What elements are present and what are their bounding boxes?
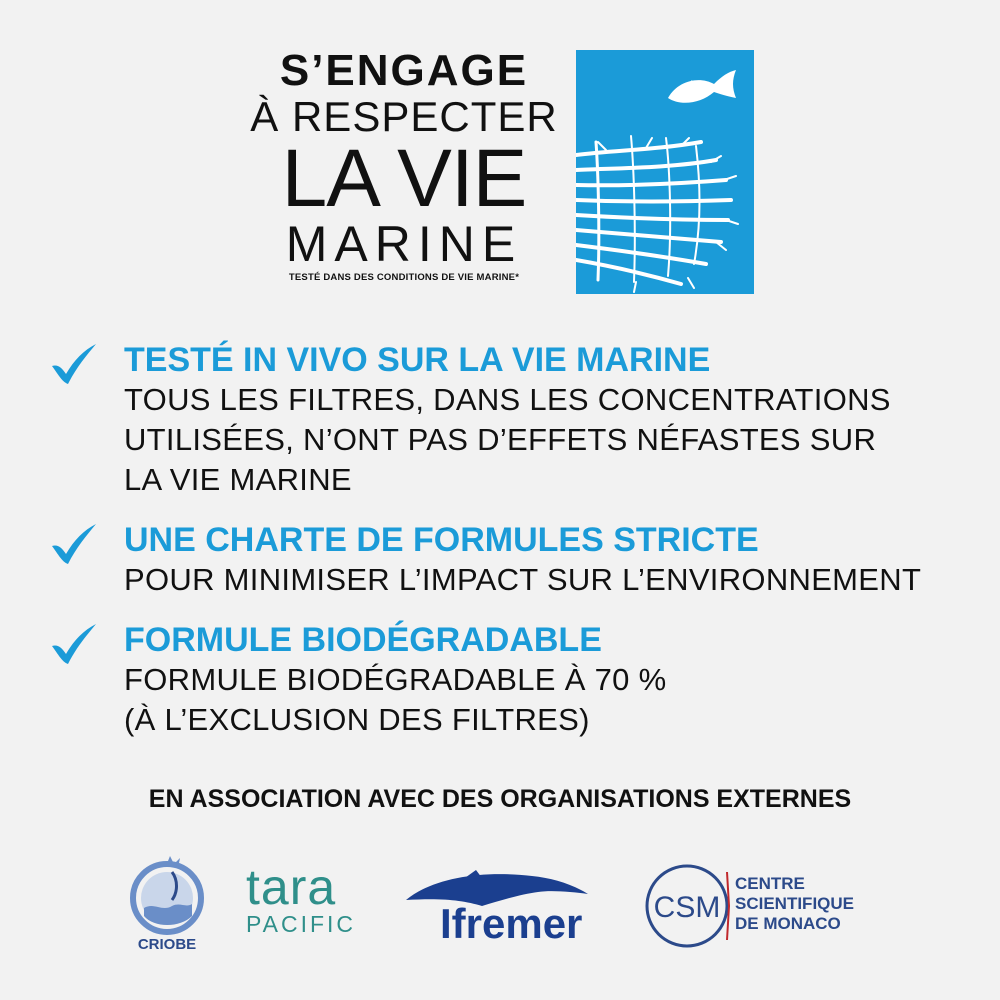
checkmark-icon <box>48 522 98 566</box>
tara-subtitle: PACIFIC <box>246 911 357 937</box>
feature-description-line: UTILISÉES, N’ONT PAS D’EFFETS NÉFASTES SUR <box>124 422 877 457</box>
header-line-1: S’ENGAGE <box>279 46 529 95</box>
csm-name-line: SCIENTIFIQUE <box>735 894 855 913</box>
header-text <box>248 48 560 283</box>
csm-name-line: DE MONACO <box>735 914 841 933</box>
header-line-3: LA VIE <box>281 133 527 224</box>
feature-title: TESTÉ IN VIVO SUR LA VIE MARINE <box>124 341 711 379</box>
fish-coral-logo-icon <box>576 50 754 294</box>
header-line-4: MARINE <box>285 216 523 272</box>
header-footnote: TESTÉ DANS DES CONDITIONS DE VIE MARINE* <box>288 272 520 283</box>
ifremer-logo <box>402 870 612 950</box>
ifremer-word: Ifremer <box>440 900 583 947</box>
csm-emblem-icon <box>643 862 731 950</box>
header-line-2: À RESPECTER <box>250 93 558 140</box>
feature-item <box>48 520 978 600</box>
feature-description <box>124 660 978 740</box>
checkmark-icon <box>48 622 98 666</box>
partner-logos <box>0 850 1000 960</box>
commitment-header <box>248 48 758 298</box>
feature-list <box>48 340 978 760</box>
criobe-emblem-icon <box>122 852 212 938</box>
criobe-logo <box>122 852 212 952</box>
csm-name <box>735 874 854 934</box>
feature-item <box>48 340 978 500</box>
feature-title: UNE CHARTE DE FORMULES STRICTE <box>124 521 759 559</box>
feature-description-line: TOUS LES FILTRES, DANS LES CONCENTRATIONS <box>124 382 891 417</box>
feature-description-line: LA VIE MARINE <box>124 462 352 497</box>
feature-description-line: (À L’EXCLUSION DES FILTRES) <box>124 702 590 737</box>
criobe-label: CRIOBE <box>137 936 197 953</box>
feature-description-line: POUR MINIMISER L’IMPACT SUR L’ENVIRONNEMENT <box>124 562 922 597</box>
feature-description <box>124 560 978 600</box>
csm-name-line: CENTRE <box>735 874 805 893</box>
feature-title: FORMULE BIODÉGRADABLE <box>124 621 602 659</box>
csm-initials: CSM <box>653 891 721 924</box>
association-heading: EN ASSOCIATION AVEC DES ORGANISATIONS EXTERNES <box>148 785 852 813</box>
feature-description-line: FORMULE BIODÉGRADABLE À 70 % <box>124 662 667 697</box>
tara-pacific-logo <box>246 859 376 952</box>
feature-description <box>124 380 978 500</box>
csm-logo <box>643 862 893 952</box>
tara-word: tara <box>246 859 337 915</box>
checkmark-icon <box>48 342 98 386</box>
feature-item <box>48 620 978 740</box>
